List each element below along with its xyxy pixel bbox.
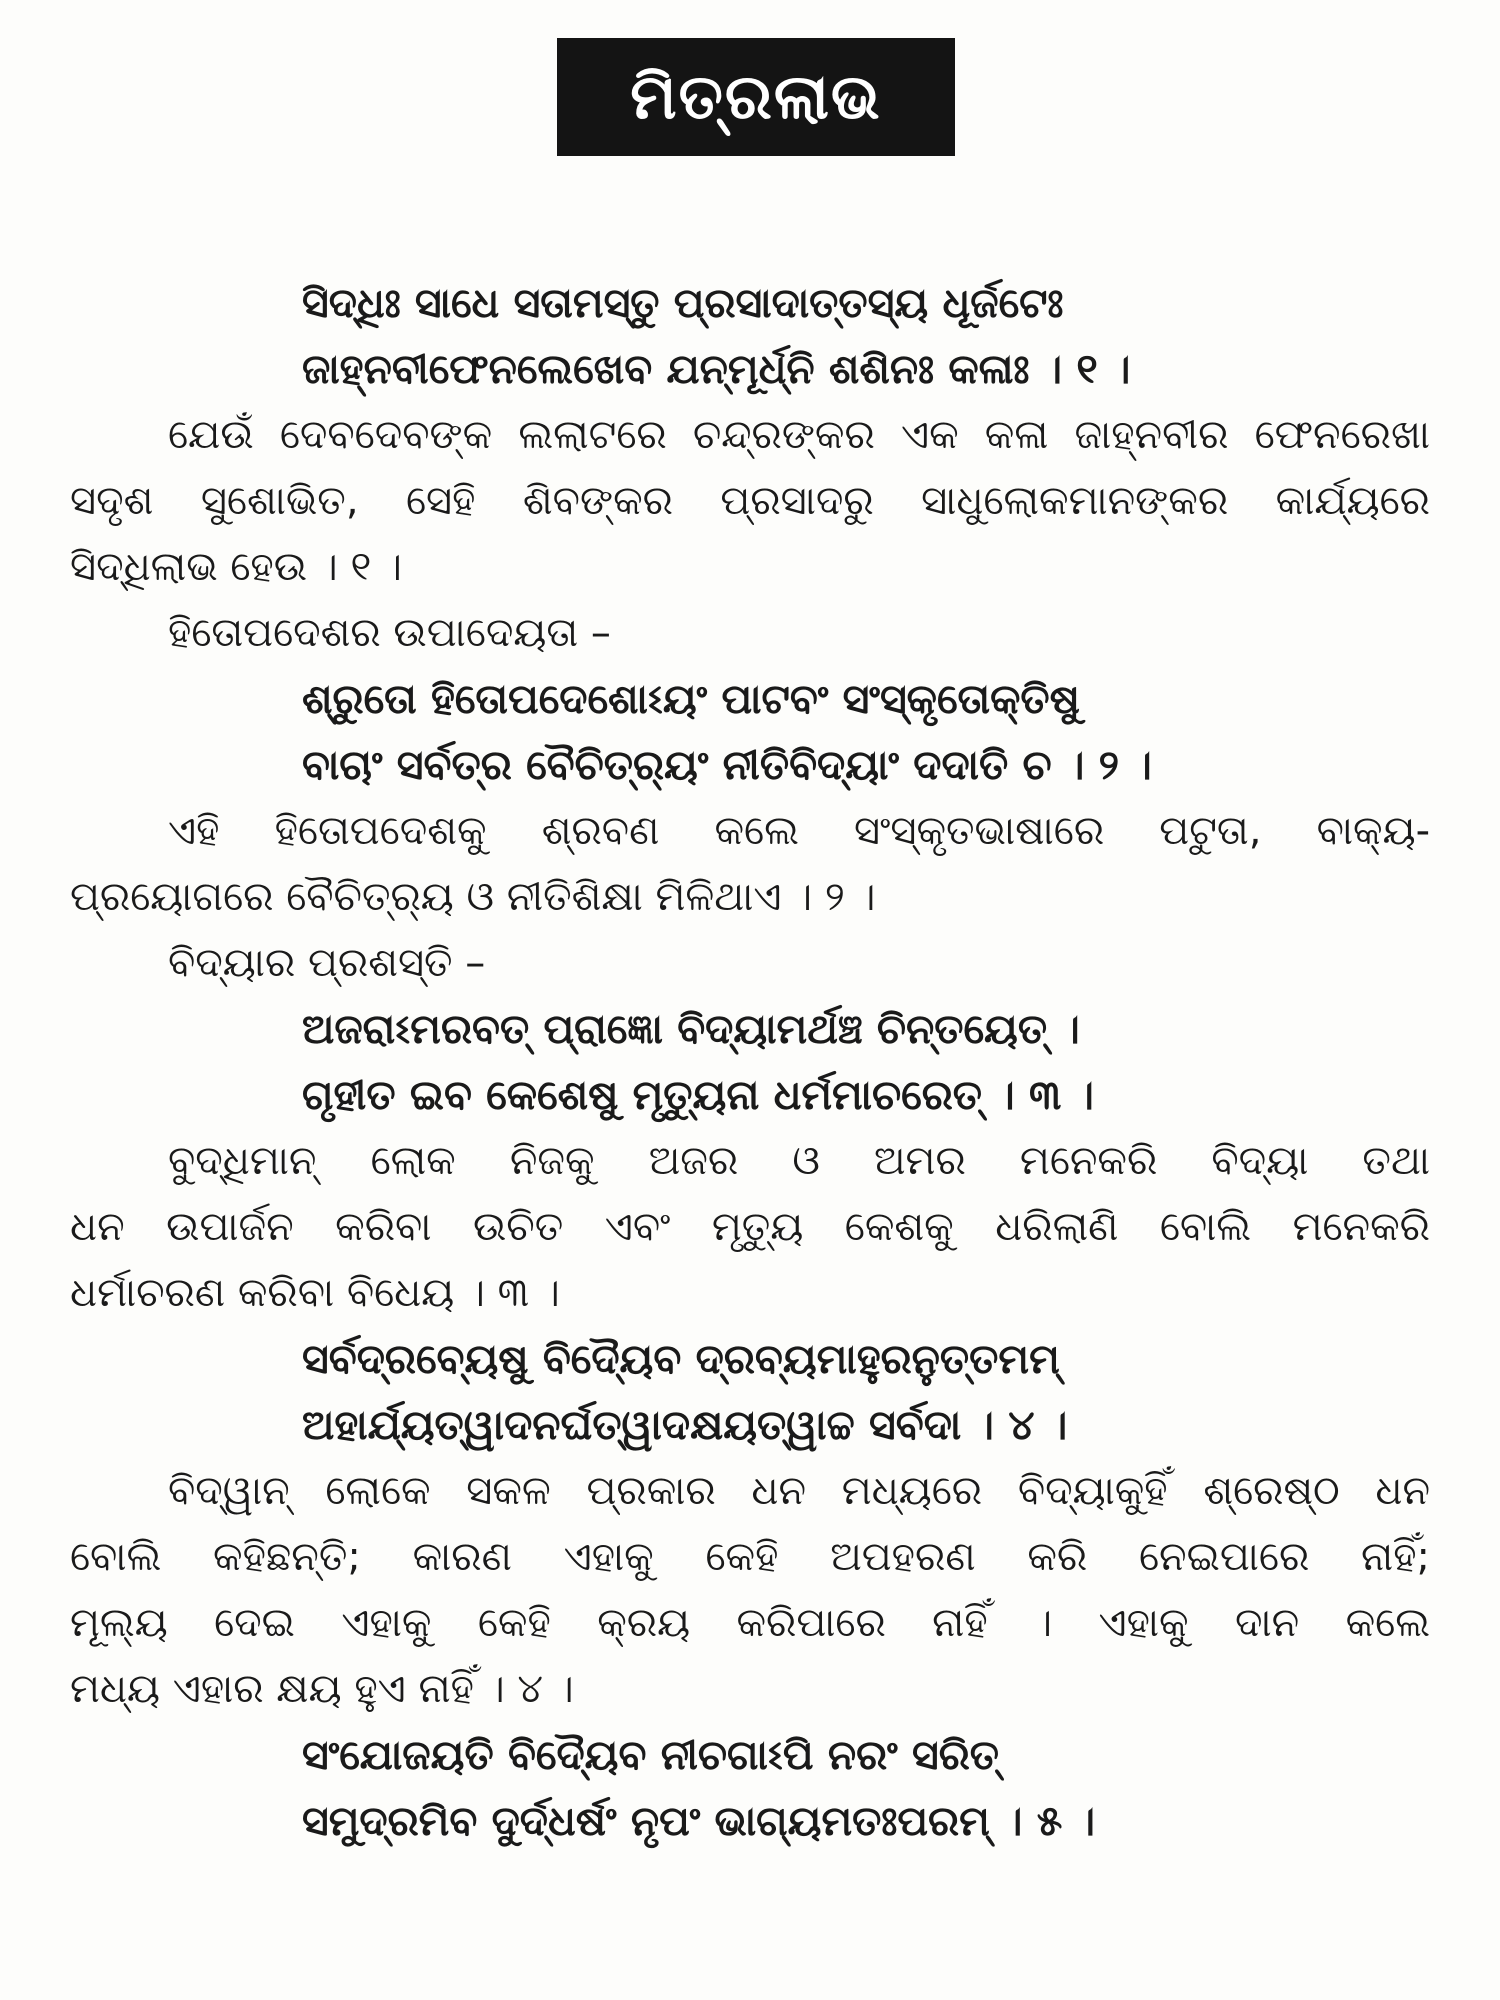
paragraph-line: ସଦୃଶ ସୁଶୋଭିତ, ସେହି ଶିବଙ୍କର ପ୍ରସାଦରୁ ସାଧୁଲୋକମାନଙ୍କର କାର୍ଯ୍ୟରେ (70, 478, 1430, 524)
paragraph-line: ବୋଲି କହିଛନ୍ତି; କାରଣ ଏହାକୁ କେହି ଅପହରଣ କରି ନେଇପାରେ ନାହିଁ; (70, 1534, 1430, 1580)
paragraph-line: ଧନ ଉପାର୍ଜନ କରିବା ଉଚିତ ଏବଂ ମୃତ୍ୟୁ କେଶକୁ ଧରିଲାଣି ବୋଲି ମନେକରି (70, 1204, 1430, 1250)
verse-line: ଅଜରାଽମରବତ୍ ପ୍ରାଜ୍ଞୋ ବିଦ୍ୟାମର୍ଥଞ୍ଚ ଚିନ୍ତୟେତ୍ । (302, 1005, 1080, 1053)
verse-line: ଶ୍ରୁତୋ ହିତୋପଦେଶୋଽୟଂ ପାଟବଂ ସଂସ୍କୃତୋକ୍ତିଷୁ (302, 675, 1080, 723)
verse-line: ବାଚାଂ ସର୍ବତ୍ର ବୈଚିତ୍ର୍ୟଂ ନୀତିବିଦ୍ୟାଂ ଦଦାତି ଚ । ୨ । (302, 741, 1152, 789)
paragraph-line: ବୁଦ୍ଧିମାନ୍ ଲୋକ ନିଜକୁ ଅଜର ଓ ଅମର ମନେକରି ବିଦ୍ୟା ତଥା (168, 1138, 1430, 1184)
paragraph-line: ମଧ୍ୟ ଏହାର କ୍ଷୟ ହୁଏ ନାହିଁ । ୪ । (70, 1666, 574, 1712)
verse-line: ସମୁଦ୍ରମିବ ଦୁର୍ଦ୍ଧର୍ଷଂ ନୃପଂ ଭାଗ୍ୟମତଃପରମ୍ । ୫ । (302, 1797, 1096, 1845)
verse-line: ସର୍ବଦ୍ରବ୍ୟେଷୁ ବିଦ୍ୟୈବ ଦ୍ରବ୍ୟମାହୁରନୁତ୍ତମମ୍ (302, 1335, 1060, 1383)
verse-line: ଜାହ୍ନବୀଫେନଲେଖେବ ଯନ୍ମୂର୍ଧ୍ନି ଶଶିନଃ କଳାଃ । ୧ । (302, 345, 1131, 393)
document-body (70, 270, 1430, 1854)
paragraph-line: ଧର୍ମାଚରଣ କରିବା ବିଧେୟ । ୩ । (70, 1270, 560, 1316)
paragraph-line: ବିଦ୍ୱାନ୍ ଲୋକେ ସକଳ ପ୍ରକାର ଧନ ମଧ୍ୟରେ ବିଦ୍ୟାକୁହିଁ ଶ୍ରେଷ୍ଠ ଧନ (168, 1468, 1430, 1514)
verse-line: ସଂଯୋଜୟତି ବିଦ୍ୟୈବ ନୀଚଗାଽପି ନରଂ ସରିତ୍ (302, 1731, 1000, 1779)
verse-line: ସିଦ୍ଧିଃ ସାଧେ ସତାମସ୍ତୁ ପ୍ରସାଦାତ୍ତସ୍ୟ ଧୂର୍ଜଟେଃ (302, 279, 1064, 327)
verse-line: ଗୃହୀତ ଇବ କେଶେଷୁ ମୃତ୍ୟୁନା ଧର୍ମମାଚରେତ୍ । ୩ । (302, 1071, 1094, 1119)
verse-line: ଅହାର୍ଯ୍ୟତ୍ୱାଦନର୍ଘତ୍ୱାଦକ୍ଷୟତ୍ୱାଚ୍ଚ ସର୍ବଦା । ୪ । (302, 1401, 1068, 1449)
chapter-title: ମିତ୍ରଲାଭ (557, 38, 955, 156)
paragraph-line: ମୂଲ୍ୟ ଦେଇ ଏହାକୁ କେହି କ୍ରୟ କରିପାରେ ନାହିଁ । ଏହାକୁ ଦାନ କଲେ (70, 1600, 1430, 1646)
section-heading: ବିଦ୍ୟାର ପ୍ରଶସ୍ତି – (168, 940, 486, 986)
section-heading: ହିତୋପଦେଶର ଉପାଦେୟତା – (168, 610, 611, 656)
paragraph-line: ଏହି ହିତୋପଦେଶକୁ ଶ୍ରବଣ କଲେ ସଂସ୍କୃତଭାଷାରେ ପଟୁତା, ବାକ୍ୟ- (168, 808, 1430, 854)
paragraph-line: ପ୍ରୟୋଗରେ ବୈଚିତ୍ର୍ୟ ଓ ନୀତିଶିକ୍ଷା ମିଳିଥାଏ । ୨ । (70, 874, 876, 920)
paragraph-line: ସିଦ୍ଧିଲାଭ ହେଉ । ୧ । (70, 544, 403, 590)
paragraph-line: ଯେଉଁ ଦେବଦେବଙ୍କ ଲଲାଟରେ ଚନ୍ଦ୍ରଙ୍କର ଏକ କଳା ଜାହ୍ନବୀର ଫେନରେଖା (168, 412, 1430, 458)
